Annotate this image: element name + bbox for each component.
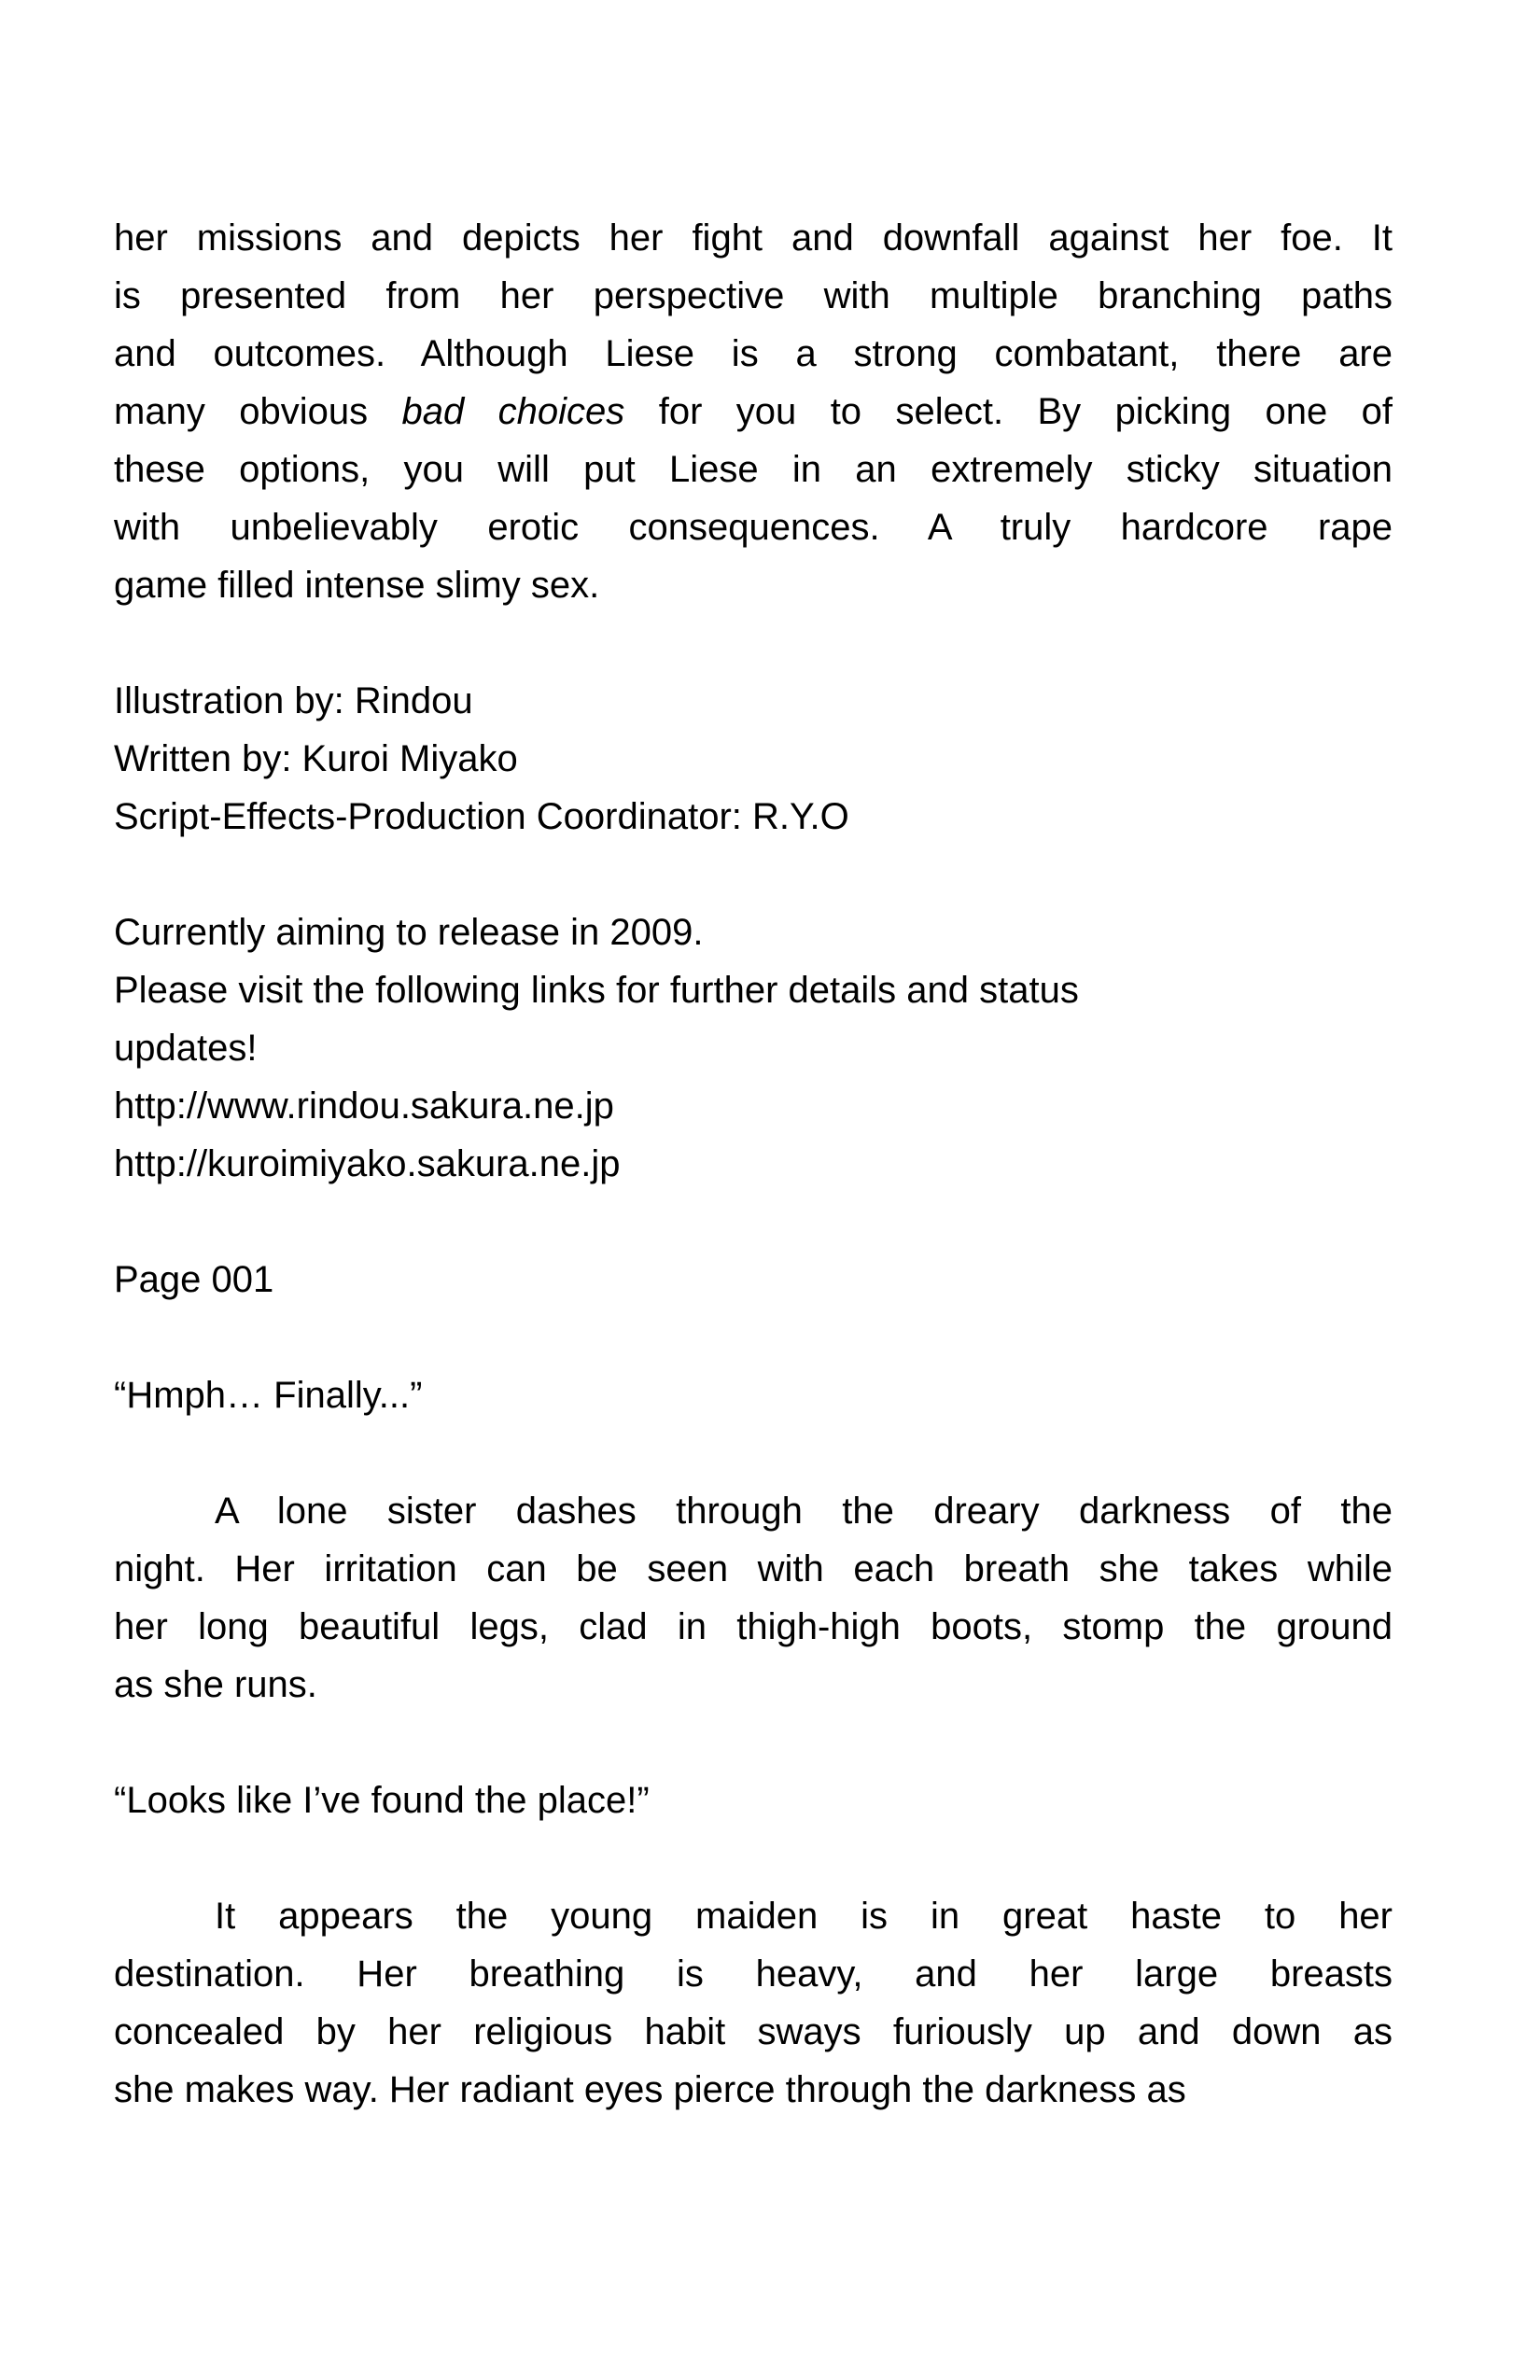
release-line: Please visit the following links for further details and status [114,970,1079,1011]
blank-line [114,846,1393,903]
intro-line: with unbelievably erotic consequences. A truly hardcore rape [114,507,1393,548]
credits-writer: Written by: Kuroi Miyako [114,738,518,779]
narration2-line: destination. Her breathing is heavy, and her large breasts [114,1953,1393,1995]
release-info-block [114,903,1393,1193]
release-line: updates! [114,1028,258,1069]
credits-illustration: Illustration by: Rindou [114,680,473,721]
intro-line: and outcomes. Although Liese is a strong combatant, there are [114,333,1393,374]
intro-line: her missions and depicts her fight and downfall against her foe. It [114,217,1393,259]
dialogue-line-found-place: “Looks like I’ve found the place!” [114,1780,650,1821]
blank-line [114,1829,1393,1887]
intro-italic-phrase: bad choices [401,391,625,432]
narration-paragraph-1 [114,1482,1393,1714]
narration1-line-last: as she runs. [114,1664,317,1705]
intro-italic-post: for you to select. By picking one of [624,391,1393,432]
intro-line-last: game filled intense slimy sex. [114,565,600,606]
intro-line-with-italic [114,383,1393,441]
narration-paragraph-2 [114,1887,1393,2119]
narration2-line: concealed by her religious habit sways furiously up and down as [114,2011,1393,2052]
blank-line [114,1309,1393,1366]
blank-line [114,1193,1393,1251]
intro-line: these options, you will put Liese in an extremely sticky situation [114,449,1393,490]
release-url-rindou: http://www.rindou.sakura.ne.jp [114,1085,614,1127]
blank-line [114,1424,1393,1482]
dialogue-line-hmph: “Hmph… Finally...” [114,1375,423,1416]
narration2-line-last: she makes way. Her radiant eyes pierce through the darkness as [114,2069,1186,2110]
blank-line [114,614,1393,672]
narration1-line-first: A lone sister dashes through the dreary darkness of the [215,1491,1393,1532]
release-url-kuroimiyako: http://kuroimiyako.sakura.ne.jp [114,1143,621,1184]
narration2-line-first: It appears the young maiden is in great haste to her [215,1896,1393,1937]
intro-italic-pre: many obvious [114,391,402,432]
intro-paragraph [114,209,1393,614]
credits-coordinator: Script-Effects-Production Coordinator: R.Y.O [114,796,849,837]
narration1-line: her long beautiful legs, clad in thigh-high boots, stomp the ground [114,1606,1393,1647]
narration1-line: night. Her irritation can be seen with each breath she takes while [114,1548,1393,1589]
release-line: Currently aiming to release in 2009. [114,912,704,953]
credits-block [114,672,1393,846]
page-label: Page 001 [114,1259,274,1300]
intro-line: is presented from her perspective with multiple branching paths [114,275,1393,316]
blank-line [114,1714,1393,1771]
